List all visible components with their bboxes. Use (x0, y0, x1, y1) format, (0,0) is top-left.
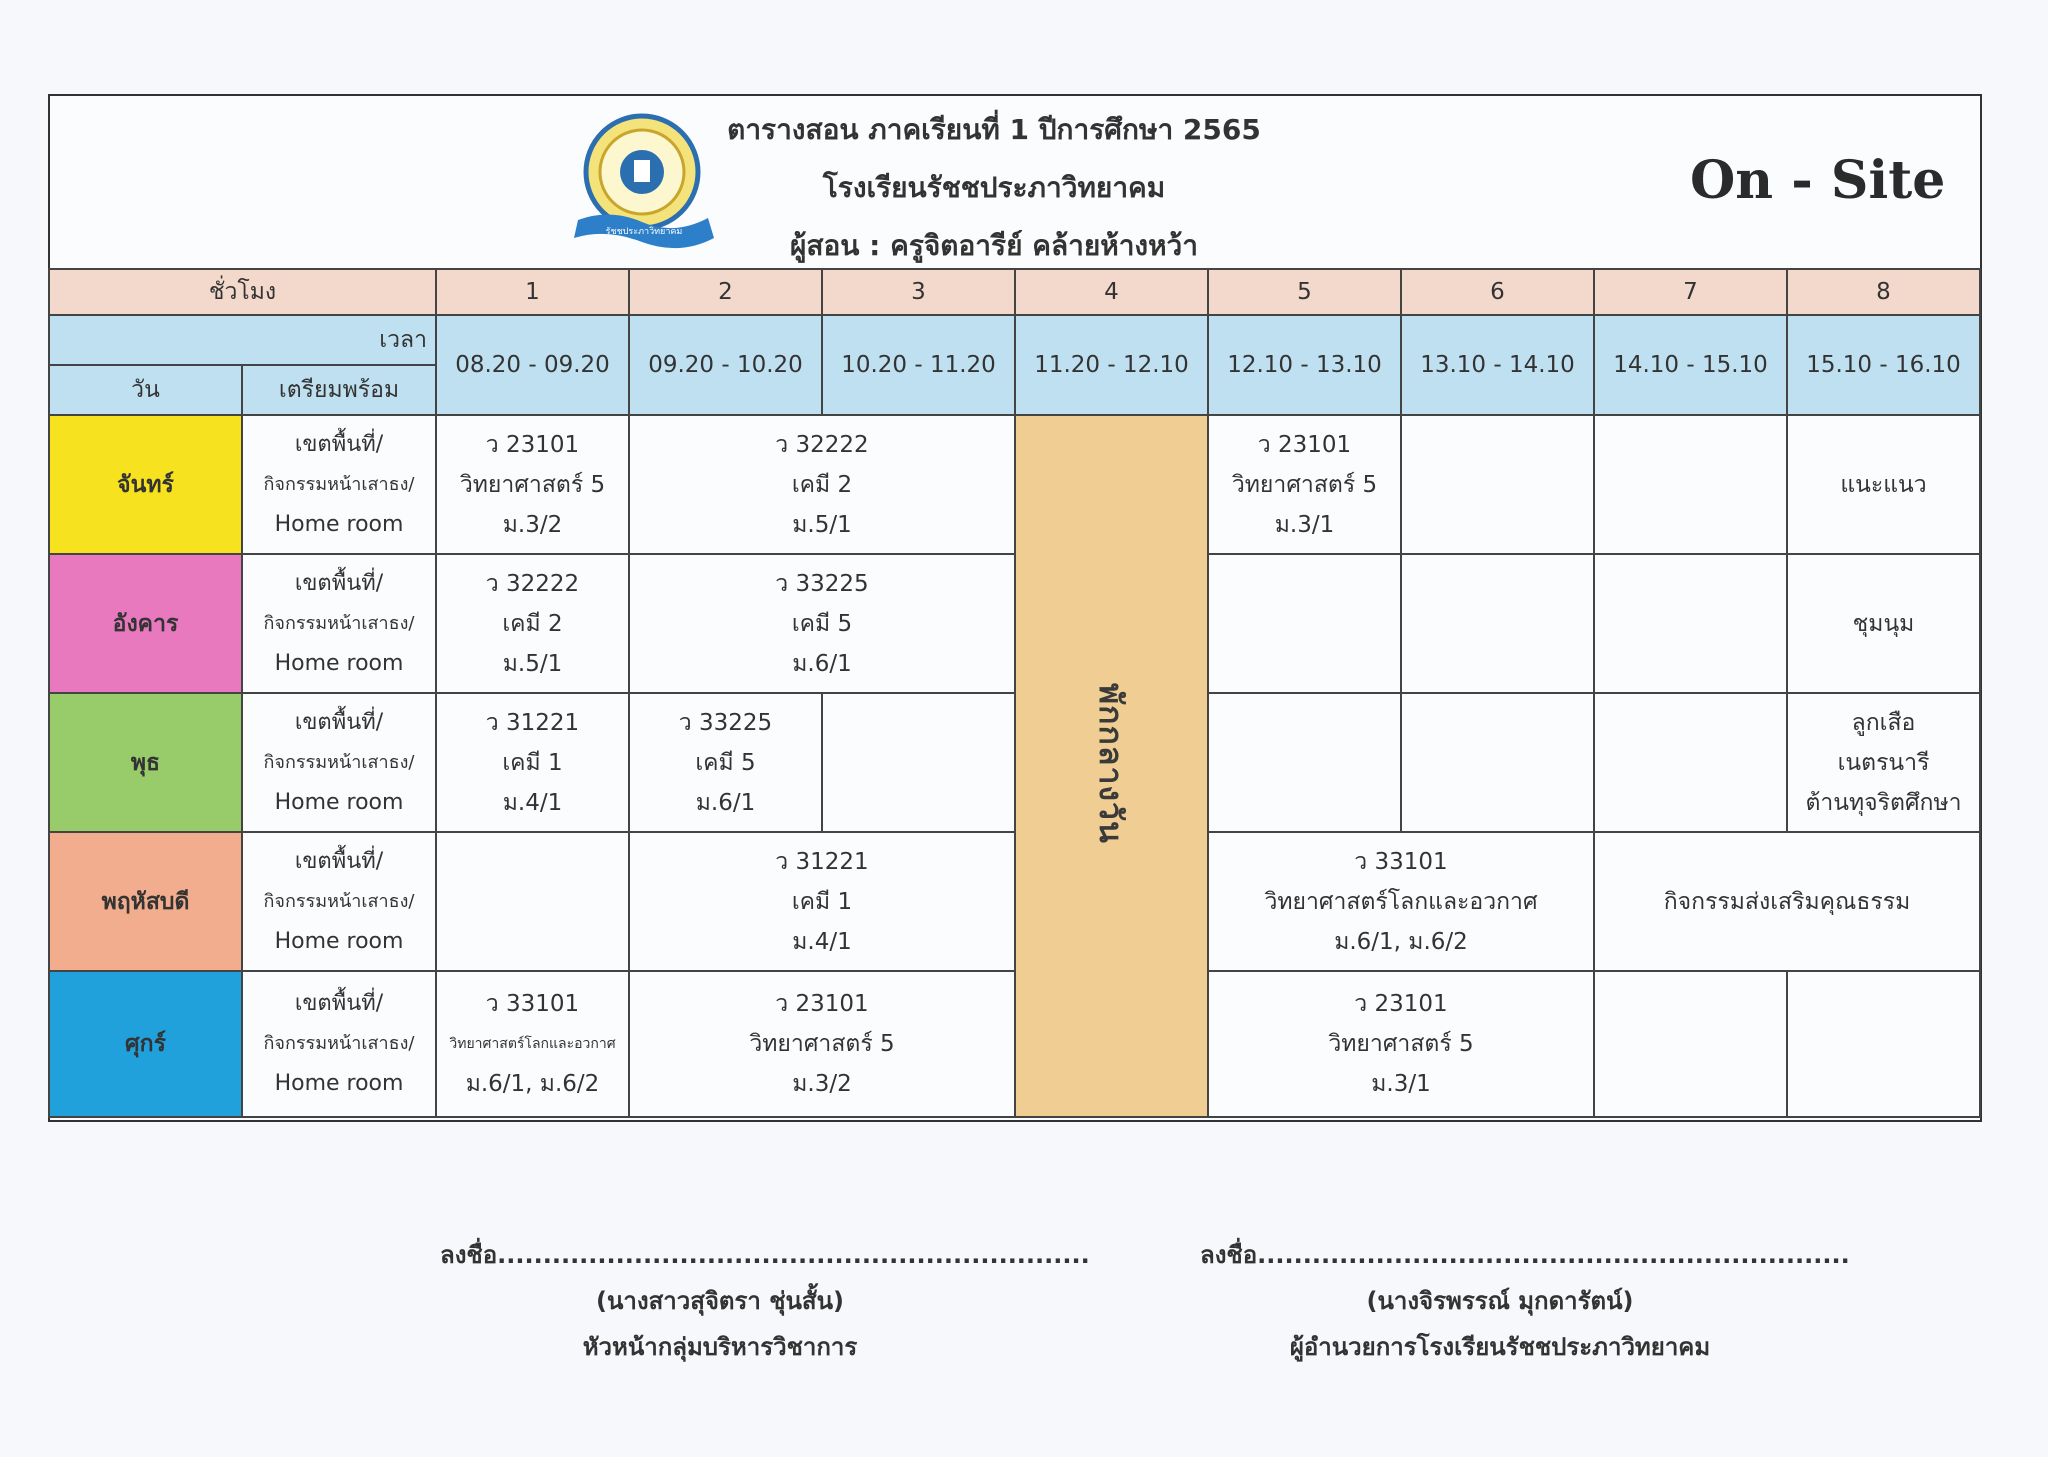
signature-block-right (1200, 1232, 1850, 1370)
class-cell: ว 31221 เคมี 1 ม.4/1 (436, 693, 629, 832)
class-cell: ว 31221 เคมี 1 ม.4/1 (629, 832, 1015, 971)
signature-line: ลงชื่อ................................................................. (1200, 1241, 1850, 1269)
time-slot: 13.10 - 14.10 (1401, 315, 1594, 415)
class-cell: ว 32222 เคมี 2 ม.5/1 (629, 415, 1015, 554)
empty-cell (1594, 693, 1787, 832)
time-label: เวลา (49, 315, 436, 365)
period-number: 5 (1208, 269, 1401, 315)
signer-position: หัวหน้ากลุ่มบริหารวิชาการ (582, 1333, 858, 1361)
signature-block-left (440, 1232, 1090, 1370)
empty-cell (1787, 971, 1980, 1117)
empty-cell (1208, 554, 1401, 693)
prep-label: เตรียมพร้อม (242, 365, 436, 415)
day-thursday: พฤหัสบดี (49, 832, 242, 971)
prep-cell: เขตพื้นที่/ กิจกรรมหน้าเสาธง/ Home room (242, 693, 436, 832)
period-number: 4 (1015, 269, 1208, 315)
period-number: 8 (1787, 269, 1980, 315)
period-number: 1 (436, 269, 629, 315)
school-name: โรงเรียนรัชชประภาวิทยาคม (822, 171, 1166, 204)
class-cell: ว 33225 เคมี 5 ม.6/1 (629, 693, 822, 832)
time-slot: 14.10 - 15.10 (1594, 315, 1787, 415)
time-slot: 10.20 - 11.20 (822, 315, 1015, 415)
day-tuesday: อังคาร (49, 554, 242, 693)
period-number: 2 (629, 269, 822, 315)
empty-cell (1208, 693, 1401, 832)
time-slot: 09.20 - 10.20 (629, 315, 822, 415)
empty-cell (1594, 554, 1787, 693)
timetable (48, 268, 1981, 1118)
signature-line: ลงชื่อ................................................................. (440, 1241, 1090, 1269)
empty-cell (436, 832, 629, 971)
signer-name: (นางจิรพรรณ์ มุกดารัตน์) (1366, 1287, 1634, 1315)
period-header-label: ชั่วโมง (49, 269, 436, 315)
activity-cell: กิจกรรมส่งเสริมคุณธรรม (1594, 832, 1980, 971)
class-cell: ว 23101 วิทยาศาสตร์ 5 ม.3/2 (629, 971, 1015, 1117)
time-slot: 15.10 - 16.10 (1787, 315, 1980, 415)
activity-cell: ชุมนุม (1787, 554, 1980, 693)
day-label: วัน (49, 365, 242, 415)
logo-ribbon-text: รัชชประภาวิทยาคม (605, 227, 683, 237)
mode-label: On - Site (1690, 150, 1946, 211)
signer-position: ผู้อำนวยการโรงเรียนรัชชประภาวิทยาคม (1289, 1333, 1711, 1361)
day-friday: ศุกร์ (49, 971, 242, 1117)
prep-cell: เขตพื้นที่/ กิจกรรมหน้าเสาธง/ Home room (242, 971, 436, 1117)
empty-cell (1401, 693, 1594, 832)
class-cell: ว 33101 วิทยาศาสตร์โลกและอวกาศ ม.6/1, ม.6/2 (436, 971, 629, 1117)
class-cell: ว 23101 วิทยาศาสตร์ 5 ม.3/1 (1208, 971, 1594, 1117)
empty-cell (822, 693, 1015, 832)
empty-cell (1594, 971, 1787, 1117)
period-number: 7 (1594, 269, 1787, 315)
class-cell: ว 23101 วิทยาศาสตร์ 5 ม.3/2 (436, 415, 629, 554)
class-cell: ว 32222 เคมี 2 ม.5/1 (436, 554, 629, 693)
time-slot: 12.10 - 13.10 (1208, 315, 1401, 415)
lunch-break: พักกลางวัน (1015, 415, 1208, 1117)
time-slot: 08.20 - 09.20 (436, 315, 629, 415)
empty-cell (1594, 415, 1787, 554)
empty-cell (1401, 415, 1594, 554)
teacher-name: ผู้สอน : ครูจิตอารีย์ คล้ายห้างหว้า (789, 229, 1198, 262)
time-slot: 11.20 - 12.10 (1015, 315, 1208, 415)
class-cell: ว 23101 วิทยาศาสตร์ 5 ม.3/1 (1208, 415, 1401, 554)
activity-cell: ลูกเสือ เนตรนารี ต้านทุจริตศึกษา (1787, 693, 1980, 832)
class-cell: ว 33101 วิทยาศาสตร์โลกและอวกาศ ม.6/1, ม.6/2 (1208, 832, 1594, 971)
prep-cell: เขตพื้นที่/ กิจกรรมหน้าเสาธง/ Home room (242, 415, 436, 554)
day-wednesday: พุธ (49, 693, 242, 832)
activity-cell: แนะแนว (1787, 415, 1980, 554)
class-cell: ว 33225 เคมี 5 ม.6/1 (629, 554, 1015, 693)
prep-cell: เขตพื้นที่/ กิจกรรมหน้าเสาธง/ Home room (242, 554, 436, 693)
day-monday: จันทร์ (49, 415, 242, 554)
period-number: 3 (822, 269, 1015, 315)
prep-cell: เขตพื้นที่/ กิจกรรมหน้าเสาธง/ Home room (242, 832, 436, 971)
schedule-title: ตารางสอน ภาคเรียนที่ 1 ปีการศึกษา 2565 (727, 113, 1261, 146)
signer-name: (นางสาวสุจิตรา ชุ่นสั้น) (596, 1287, 844, 1315)
period-number: 6 (1401, 269, 1594, 315)
empty-cell (1401, 554, 1594, 693)
